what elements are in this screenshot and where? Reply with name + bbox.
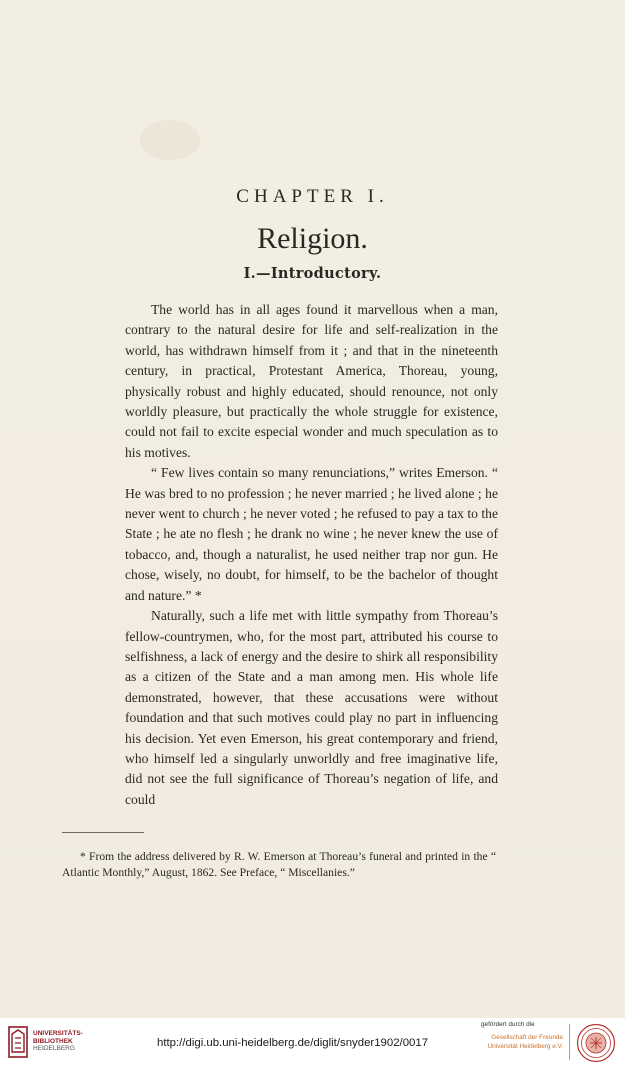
university-seal-icon [576, 1023, 616, 1063]
library-logo-icon [8, 1026, 28, 1058]
permalink-url[interactable]: http://digi.ub.uni-heidelberg.de/diglit/snyder1902/0017 [157, 1037, 429, 1049]
chapter-label: CHAPTER I. [236, 186, 389, 207]
footnote: * From the address delivered by R. W. Emerson at Thoreau’s funeral and printed in the “ Atlantic Monthly,” August, 1862. See Preface, “ Miscellanies.” [62, 850, 496, 879]
sponsor-divider [569, 1024, 570, 1060]
paragraph: Naturally, such a life met with little sympathy from Thoreau’s fellow-countrymen, who, for the most part, attributed his course to selfishness, a lack of energy and the desire to shirk all responsibility as a citizen of the State and a man among men. His whole life demonstrated, however, that these accusations were without foundation and that such motives could play no part in influencing his decision. Yet even Emerson, his great contemporary and friend, who himself led a singularly unworldly and free imaginative life, did not see the full significance of Thoreau’s negation of life, and could [125, 608, 498, 807]
sponsor-name-line: Gesellschaft der Freunde [491, 1034, 563, 1041]
library-name-line: UNIVERSITÄTS- [33, 1030, 83, 1037]
footnote-rule [62, 832, 144, 833]
paragraph: “ Few lives contain so many renunciations,” writes Emerson. “ He was bred to no profession ; he never married ; he lived alone ; he never went to church ; he never voted ; he refused to pay a tax to the State ; he ate no flesh ; he drank no wine ; he never knew the use of tobacco, and, though a naturalist, he used neither trap nor gun. He chose, wisely, no doubt, for himself, to be the bachelor of thought and nature.” * [125, 465, 498, 603]
sponsor-name [475, 1034, 563, 1051]
paragraph: The world has in all ages found it marvellous when a man, contrary to the natural desire for life and self-realization in the world, has withdrawn himself from it ; and that in the nineteenth century, in practical, Protestant America, Thoreau, young, physically robust and highly educated, should renounce, not only worldly pleasure, but practically the whole struggle for existence, could not fail to excite especial wonder and much speculation as to his motives. [125, 302, 498, 460]
chapter-title: Religion. [257, 222, 368, 255]
body-text [125, 300, 498, 810]
sponsor-label: gefördert durch die [481, 1021, 535, 1028]
library-name-line: BIBLIOTHEK [33, 1037, 73, 1045]
section-heading: I.—Introductory. [243, 265, 382, 282]
sponsor-name-line: Universität Heidelberg e.V. [487, 1042, 563, 1050]
paper-stain [140, 120, 200, 160]
library-name-line: HEIDELBERG [33, 1045, 75, 1052]
library-name [33, 1030, 83, 1053]
digitization-footer [0, 1018, 625, 1067]
